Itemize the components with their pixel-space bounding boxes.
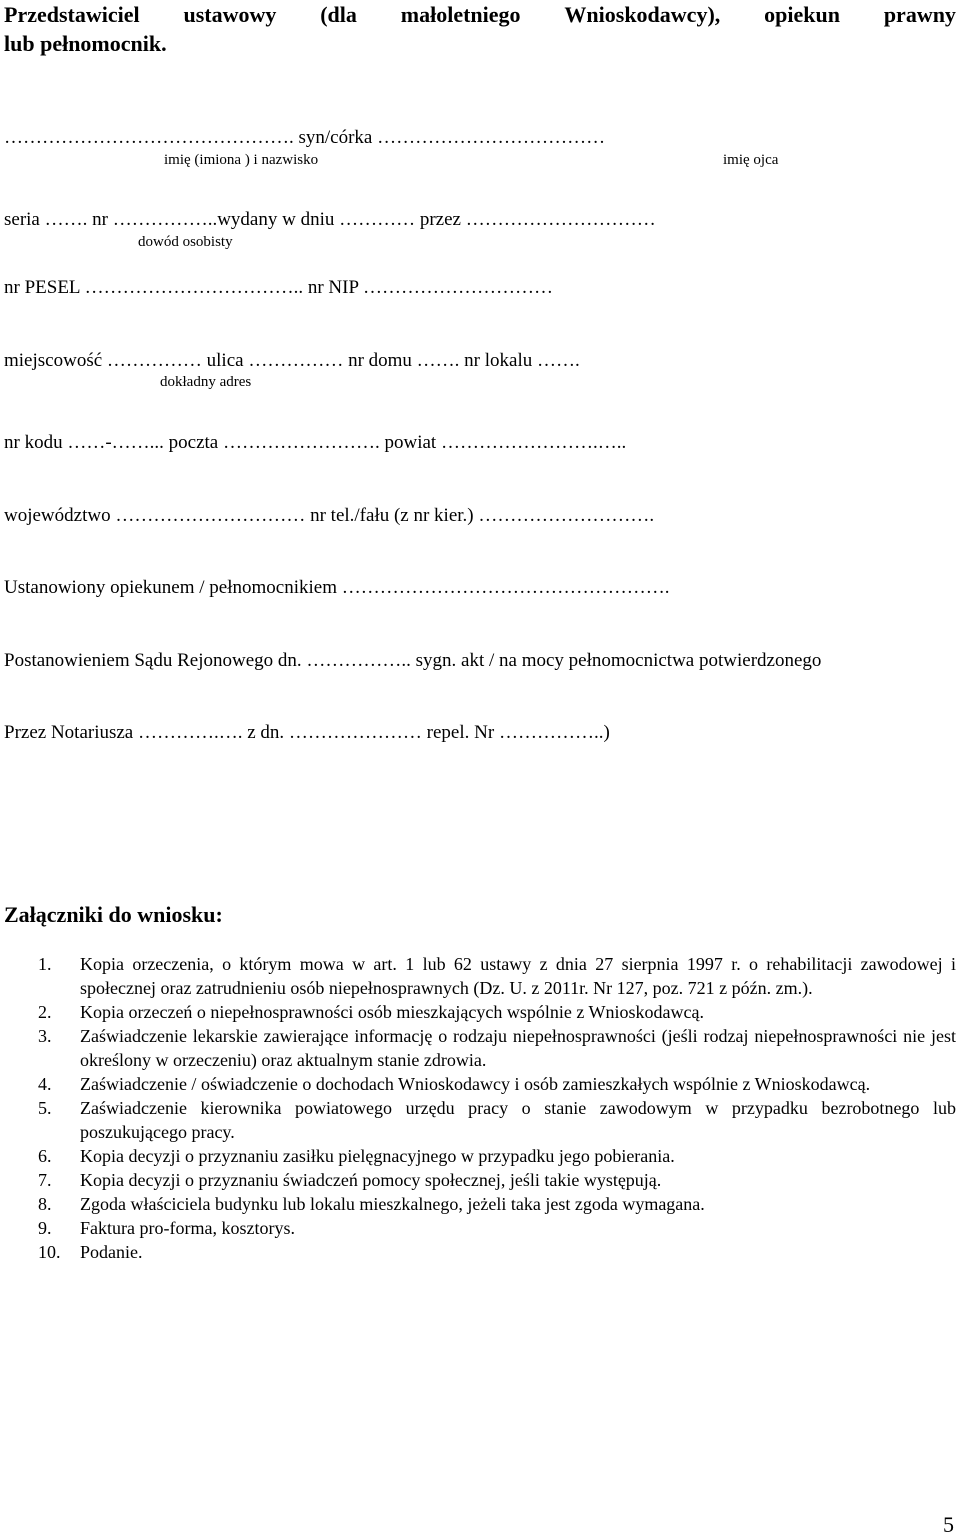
title-word: prawny [883, 2, 956, 27]
page-number: 5 [943, 1512, 954, 1537]
sublabel-name: imię (imiona ) i nazwisko [164, 152, 319, 168]
list-item-number: 10. [38, 1242, 61, 1262]
title-word: opiekun [764, 2, 840, 27]
sublabel-id-card: dowód osobisty [138, 234, 233, 250]
title-word: małoletniego [400, 2, 521, 27]
form-line-id: seria ……. nr ……………..wydany w dniu ………… przez ………………………… [4, 209, 656, 230]
list-item-text: Zaświadczenie kierownika powiatowego urzędu pracy o stanie zawodowym w przypadku bezrobotnego lub poszukującego pracy. [80, 1098, 956, 1142]
list-item-number: 5. [38, 1098, 52, 1118]
section-title [4, 0, 956, 58]
sublabel-address: dokładny adres [160, 374, 252, 390]
title-word: (dla [320, 2, 357, 27]
list-item-number: 8. [38, 1194, 52, 1214]
list-item-text: Kopia decyzji o przyznaniu zasiłku pielęgnacyjnego w przypadku jego pobierania. [80, 1146, 675, 1166]
list-item-number: 9. [38, 1218, 52, 1238]
list-item [4, 1000, 956, 1024]
sublabel-father: imię ojca [723, 152, 779, 168]
list-item [4, 1096, 956, 1144]
list-item [4, 1024, 956, 1072]
form-line-postal: nr kodu ……-……... poczta ……………………. powiat …………………….….. [4, 432, 627, 453]
form-line-notary: Przez Notariusza ………….…. z dn. ………………… repel. Nr ……………..) [4, 722, 610, 743]
title-line-2: lub pełnomocnik. [4, 31, 167, 56]
list-item [4, 1168, 956, 1192]
list-item-number: 2. [38, 1002, 52, 1022]
form-line-court: Postanowieniem Sądu Rejonowego dn. …………….. sygn. akt / na mocy pełnomocnictwa potwierdzonego [4, 650, 822, 671]
list-item-text: Kopia orzeczenia, o którym mowa w art. 1 lub 62 ustawy z dnia 27 sierpnia 1997 r. o rehabilitacji zawodowej i społecznej oraz zatrudnieniu osób niepełnosprawnych (Dz. U. z 2011r. Nr 127, poz. 721 z późn. zm.). [80, 954, 956, 998]
title-line-1 [4, 0, 956, 29]
list-item-text: Zaświadczenie lekarskie zawierające informację o rodzaju niepełnosprawności (jeśli rodzaj niepełnosprawności nie jest określony w orzeczeniu) oraz aktualnym stanie zdrowia. [80, 1026, 956, 1070]
list-item-text: Faktura pro-forma, kosztorys. [80, 1218, 295, 1238]
form-line-pesel: nr PESEL …………………………….. nr NIP ………………………… [4, 277, 554, 298]
list-item-text: Zgoda właściciela budynku lub lokalu mieszkalnego, jeżeli taka jest zgoda wymagana. [80, 1194, 705, 1214]
list-item-text: Kopia orzeczeń o niepełnosprawności osób mieszkających wspólnie z Wnioskodawcą. [80, 1002, 704, 1022]
list-item-number: 7. [38, 1170, 52, 1190]
list-item-text: Kopia decyzji o przyznaniu świadczeń pomocy społecznej, jeśli takie występują. [80, 1170, 662, 1190]
list-item-number: 4. [38, 1074, 52, 1094]
list-item [4, 1192, 956, 1216]
attachments-heading: Załączniki do wniosku: [4, 902, 223, 927]
list-item [4, 1240, 956, 1264]
list-item [4, 1072, 956, 1096]
title-word: Wnioskodawcy), [564, 2, 721, 27]
title-word: Przedstawiciel [4, 2, 140, 27]
list-item-number: 3. [38, 1026, 52, 1046]
form-line-voivodeship: województwo ………………………… nr tel./fału (z nr kier.) ………………………. [4, 505, 655, 526]
list-item-number: 1. [38, 954, 52, 974]
list-item [4, 1144, 956, 1168]
list-item [4, 952, 956, 1000]
form-line-address: miejscowość …………… ulica …………… nr domu ……. nr lokalu ……. [4, 350, 580, 371]
form-line-name: ………………………………………. syn/córka ……………………………… [4, 127, 606, 148]
list-item-text: Zaświadczenie / oświadczenie o dochodach Wnioskodawcy i osób zamieszkałych wspólnie z Wnioskodawcą. [80, 1074, 871, 1094]
list-item [4, 1216, 956, 1240]
title-word: ustawowy [183, 2, 277, 27]
attachments-list [4, 952, 956, 1264]
form-line-appointed: Ustanowiony opiekunem / pełnomocnikiem ……………………………………………. [4, 577, 670, 598]
list-item-text: Podanie. [80, 1242, 143, 1262]
list-item-number: 6. [38, 1146, 52, 1166]
